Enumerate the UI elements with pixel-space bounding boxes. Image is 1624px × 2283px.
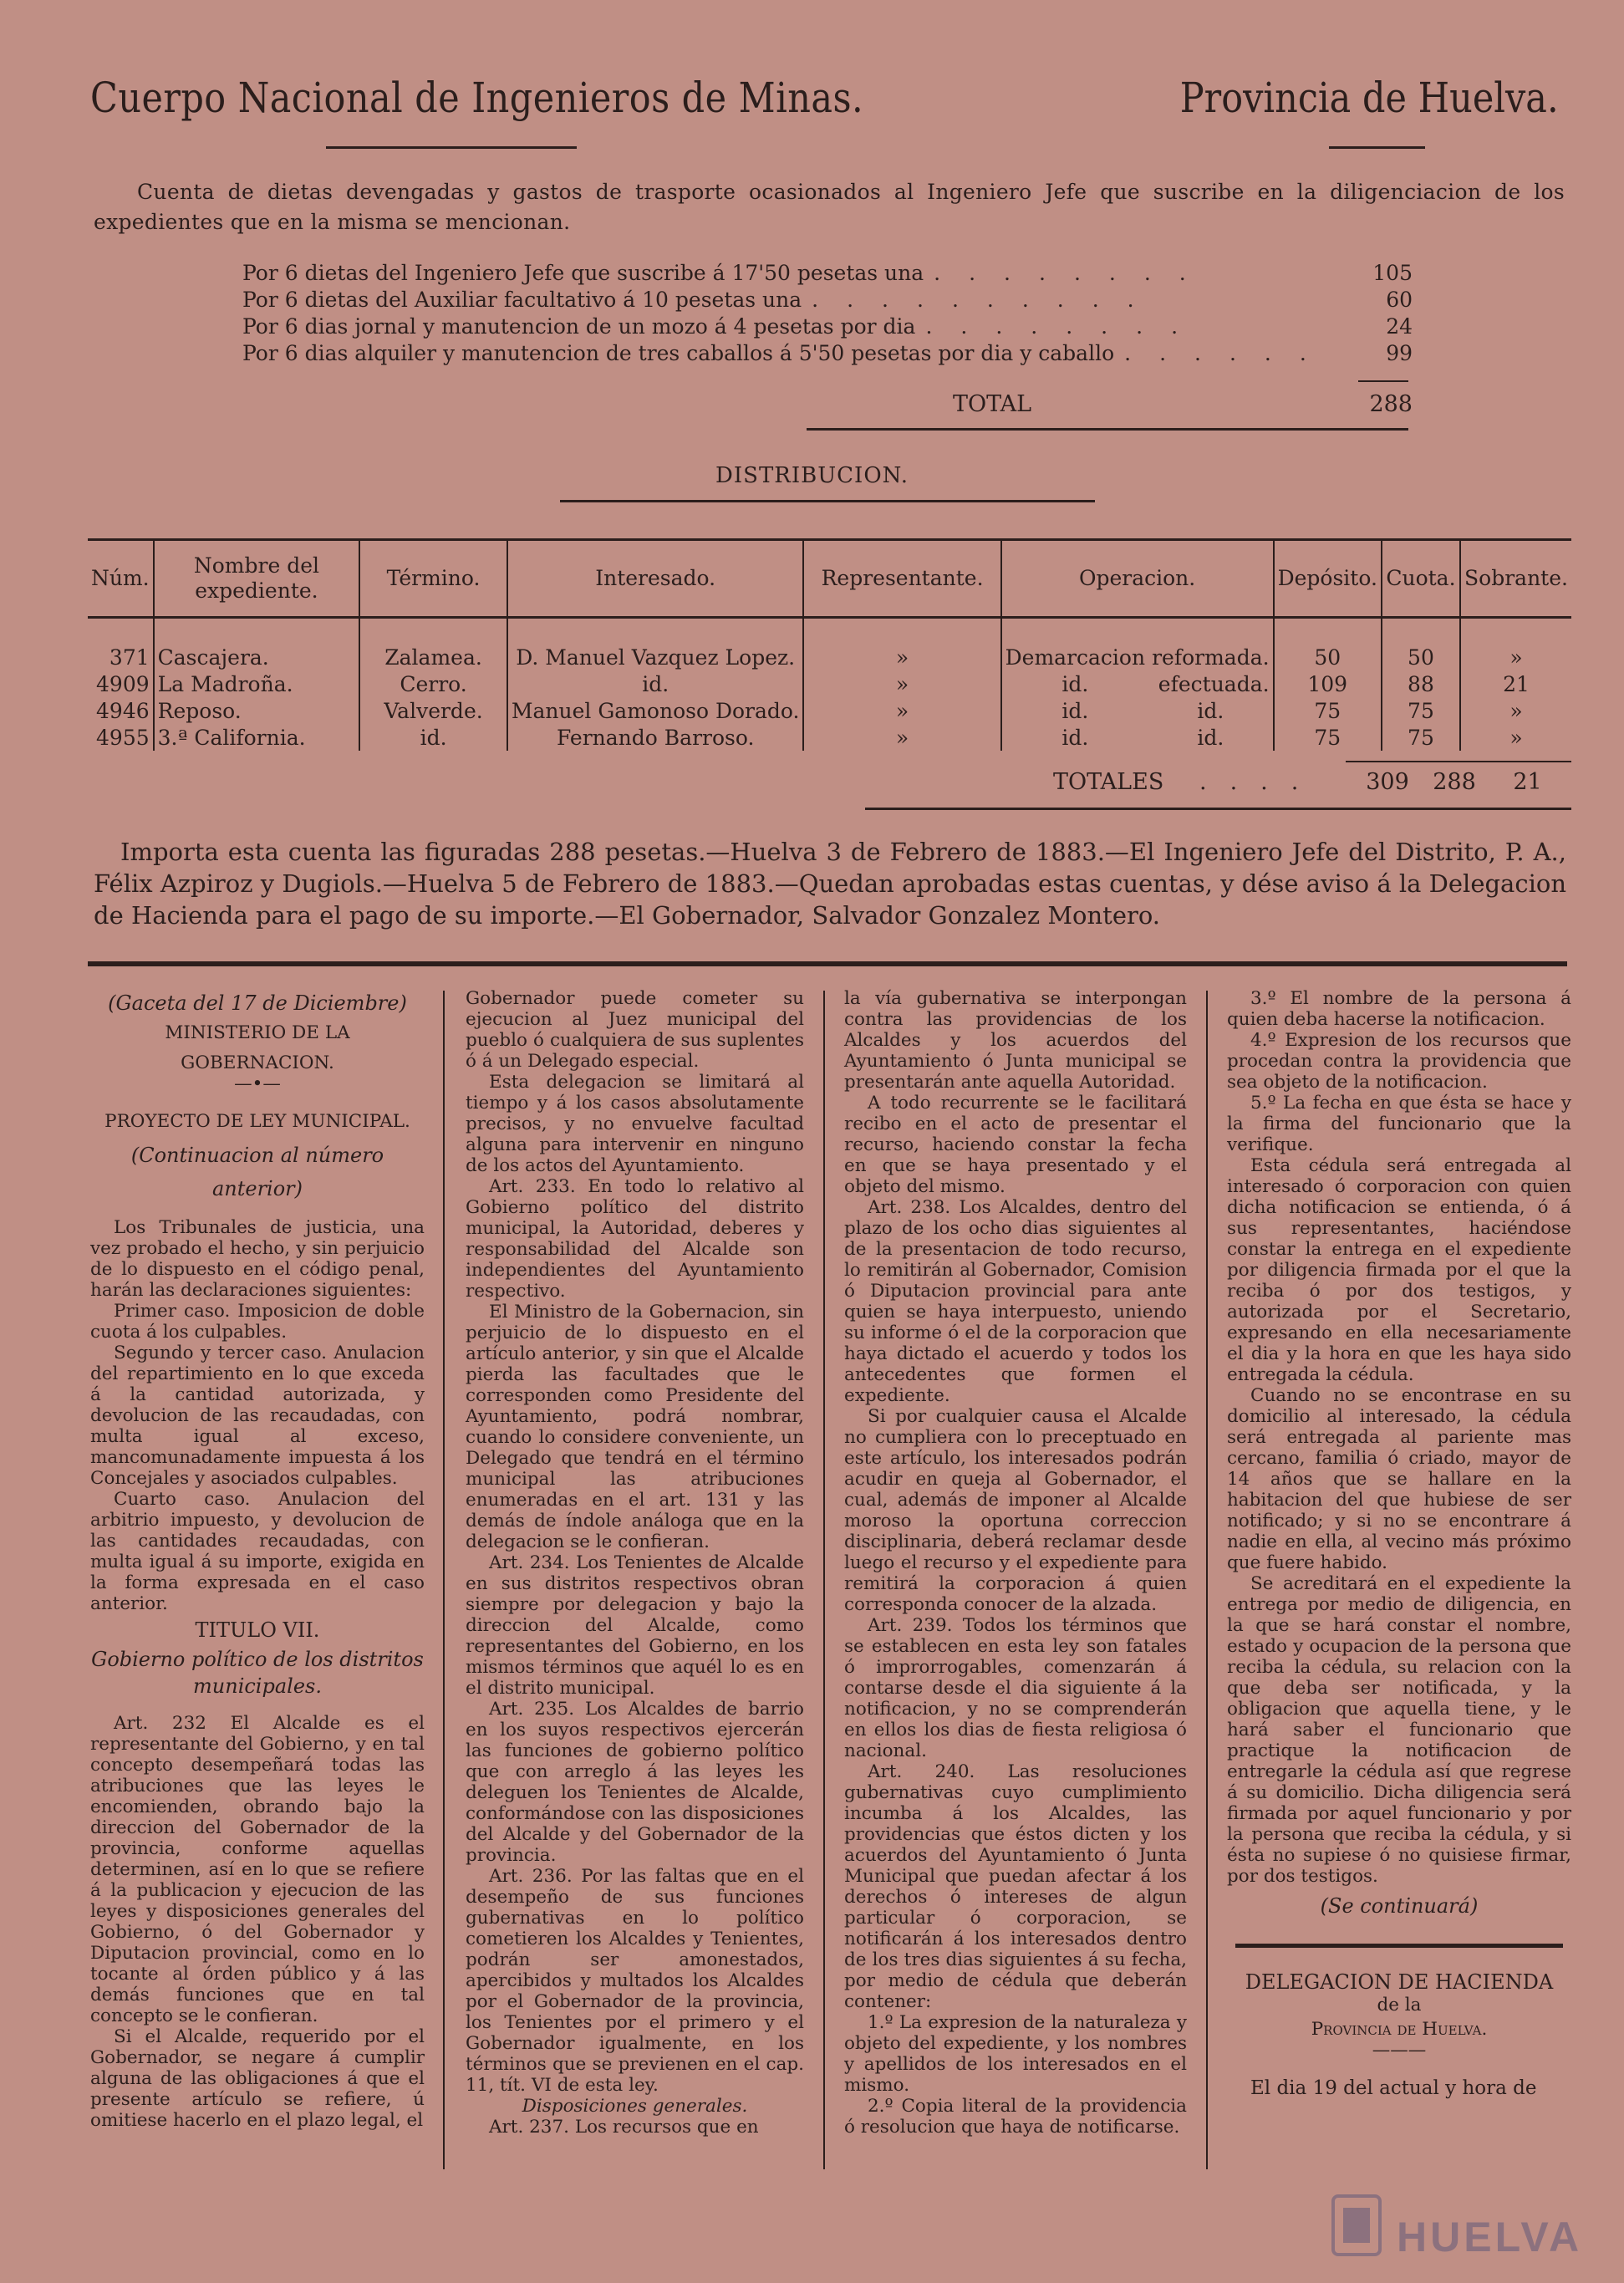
cell-name: Cascajera.	[154, 644, 360, 670]
cell-interested: D. Manuel Vazquez Lopez.	[507, 644, 804, 670]
subtotal-rule	[1358, 380, 1408, 382]
section-heading: Disposiciones generales.	[522, 2096, 748, 2117]
cell-rep: »	[803, 670, 1000, 697]
continuation-note: (Continuacion al número anterior)	[130, 1144, 384, 1200]
paragraph: Art. 239. Todos los términos que se establecen en esta ley son fatales ó improrrogables, comenzarán á contarse desde el dia siguiente á la notificacion, y no se comprenderán en ellos los dias de fiesta religiosa ó nacional.	[844, 1615, 1187, 1761]
paragraph: Art. 234. Los Tenientes de Alcalde en sus distritos respectivos obran siempre por delegacion y bajo la direccion del Alcalde, como representantes del Gobierno, en los mismos términos que aquél lo es en el distrito municipal.	[466, 1552, 804, 1699]
header-operation: Operacion.	[1001, 540, 1274, 618]
header-term: Término.	[359, 540, 507, 618]
law-project-title: PROYECTO DE LEY MUNICIPAL.	[104, 1111, 410, 1132]
totals-cuota: 288	[1433, 769, 1476, 795]
table-row	[88, 670, 1571, 697]
cost-value: 24	[1386, 314, 1413, 339]
cell-op1: id.	[1001, 697, 1148, 724]
cell-num: 371	[109, 645, 150, 670]
cell-deposit: 75	[1274, 724, 1382, 751]
distribution-table	[88, 538, 1571, 751]
totals-lower-rule	[865, 808, 1571, 810]
cost-value: 99	[1386, 341, 1413, 365]
cell-op1: id.	[1001, 670, 1148, 697]
paragraph: Art. 240. Las resoluciones gubernativas cuyo cumplimiento incumba á los Alcaldes, las providencias que éstos dicten y los acuerdos del Ayuntamiento ó Junta Municipal que puedan afectar á los derechos ó intereses de algun particular ó corporacion, se notificarán á los interesados dentro de los tres dias siguientes á su fecha, por medio de cédula que deberán contener:	[844, 1761, 1187, 2012]
paragraph: Cuando no se encontrase en su domicilio al interesado, la cédula será entregada al pariente mas cercano, familia ó criado, mayor de 14 años que se hallare en la habitacion del que hubiese de ser notificado; y si no se encontrare á nadie en ella, al vecino más próximo que fuere habido.	[1227, 1385, 1571, 1573]
gazette-page: Cuerpo Nacional de Ingenieros de Minas. Provincia de Huelva. Cuenta de dietas devengadas y gastos de trasporte ocasionados al Ingeniero Jefe que suscribe en la diligenciacion de los expedientes que en la misma se mencionan. Por 6 dietas del Ingeniero Jefe que suscribe á 17'50 pesetas una ........ 105 Por 6 dietas del Auxiliar facultativo á 10 pesetas una .......... 60 Por 6 dias jornal y manutencion de un mozo á 4 pesetas por dia ........ 24 Por 6 dias alquiler y manutencion de tres caballos á 5'50 pesetas por dia y caballo ...... 99 TOTAL 288 DISTRIBUCION. Núm. Nombre del expediente. Término. Interesado. Representante. Operacion. Depósito. Cuota. Sobrante. 371 Cascajera. Zalamea. D. Manuel Vazquez Lopez. » Demarcacion reformada. 50 50 » 4909 La Madroña. Cerro. id. » id. efectuada. 109 88 21 4946 Reposo. Valverde. Manuel Gamonoso Dorado. » id. id. 75 75 » 4955 3.ª California. id. Fernando Barroso. » id. id. 75 75 » TOTALES .... 309 288 21 Importa esta cuenta las figuradas 288 pesetas.—Huelva 3 de Febrero de 1883.—El Ingeniero Jefe del Distrito, P. A., Félix Azpiroz y Dugiols.—Huelva 5 de Febrero de 1883.—Quedan aprobadas estas cuentas, y dése aviso á la Delegacion de Hacienda para el pago de su importe.—El Gobernador, Salvador Gonzalez Montero. (Gaceta del 17 de Diciembre) MINISTERIO DE LA GOBERNACION. —•— PROYECTO DE LEY MUNICIPAL. (Continuacion al número anterior) Los Tribunales de justicia, una vez probado el hecho, y sin perjuicio de lo dispuesto en el código penal, harán las declaraciones siguientes: Primer caso. Imposicion de doble cuota á los culpables. Segundo y tercer caso. Anulacion del repartimiento en lo que exceda á la cantidad autorizada, y devolucion de las recaudadas, con multa igual al exceso, mancomunadamente impuesta á los Concejales y asociados culpables. Cuarto caso. Anulacion del arbitrio impuesto, y devolucion de las cantidades recaudadas, con multa igual á su importe, exigida en la forma expresada en el caso anterior. TITULO VII. Gobierno político de los distritos municipales. Art. 232 El Alcalde es el representante del Gobierno, y en tal concepto desempeñará todas las atribuciones que las leyes le encomienden, obrando bajo la direccion del Gobernador de la provincia, conforme aquellas determinen, así en lo que se refiere á la publicacion y ejecucion de las leyes y disposiciones generales del Gobierno, ó del Gobernador y Diputacion provincial, como en lo tocante al órden público y á las demás funciones que en tal concepto se le confieran. Si el Alcalde, requerido por el Gobernador, se negare á cumplir alguna de las obligaciones á que el presente artículo se refiere, ú omitiese hacerlo en el plazo legal, el Gobernador puede cometer su ejecucion al Juez municipal del pueblo ó cualquiera de sus suplentes ó á un Delegado especial. Esta delegacion se limitará al tiempo y á los casos absolutamente precisos, y no envuelve facultad alguna para intervenir en ninguno de los actos del Ayuntamiento. Art. 233. En todo lo relativo al Gobierno político del distrito municipal, la Autoridad, deberes y responsabilidad del Alcalde son independientes del Ayuntamiento respectivo. El Ministro de la Gobernacion, sin perjuicio de lo dispuesto en el artículo anterior, y sin que el Alcalde pierda las facultades que le corresponden como Presidente del Ayuntamiento, podrá nombrar, cuando lo considere conveniente, un Delegado que tendrá en el término municipal las atribuciones enumeradas en el art. 131 y las demás de índole análoga que en la delegacion se le confieran. Art. 234. Los Tenientes de Alcalde en sus distritos respectivos obran siempre por delegacion y bajo la direccion del Alcalde, como representantes del Gobierno, en los mismos términos que aquél lo es en el distrito municipal. Art. 235. Los Alcaldes de barrio en los suyos respectivos ejercerán las funciones de gobierno político que con arreglo á las leyes les deleguen los Tenientes de Alcalde, conformándose con las disposiciones del Alcalde y del Gobernador de la provincia. Art. 236. Por las faltas que en el desempeño de sus funciones gubernativas en lo político cometieren los Alcaldes y Tenientes, podrán ser amonestados, apercibidos y multados los Alcaldes por el Gobernador de la provincia, los Tenientes por el primero y el Gobernador igualmente, en los términos que se previenen en el cap. 11, tít. VI de esta ley. Disposiciones generales. Art. 237. Los recursos que en la vía gubernativa se interpongan contra las providencias de los Alcaldes y los acuerdos del Ayuntamiento ó Junta municipal se presentarán ante aquella Autoridad. A todo recurrente se le facilitará recibo en el acto de presentar el recurso, haciendo constar la fecha en que se haya presentado y el objeto del mismo. Art. 238. Los Alcaldes, dentro del plazo de los ocho dias siguientes al de la presentacion de todo recurso, lo remitirán al Gobernador, Comision ó Diputacion provincial para ante quien se haya interpuesto, uniendo su informe ó el de la corporacion que haya dictado el acuerdo y todos los antecedentes que formen el expediente. Si por cualquier causa el Alcalde no cumpliera con lo preceptuado en este artículo, los interesados podrán acudir en queja al Gobernador, el cual, además de imponer al Alcalde moroso la oportuna correccion disciplinaria, deberá reclamar desde luego el recurso y el expediente para remitirá la corporacion á quien corresponda conocer de la alzada. Art. 239. Todos los términos que se establecen en esta ley son fatales ó improrrogables, comenzarán á contarse desde el dia siguiente á la notificacion, y no se comprenderán en ellos los dias de fiesta religiosa ó nacional. Art. 240. Las resoluciones gubernativas cuyo cumplimiento incumba á los Alcaldes, las providencias que éstos dicten y los acuerdos del Ayuntamiento ó Junta Municipal que puedan afectar á los derechos ó intereses de algun particular ó corporacion, se notificarán á los interesados dentro de los tres dias siguientes á su fecha, por medio de cédula que deberán contener: 1.º La expresion de la naturaleza y objeto del expediente, y los nombres y apellidos de los interesados en el mismo. 2.º Copia literal de la providencia ó resolucion que haya de notificarse. 3.º El nombre de la persona á quien deba hacerse la notificacion. 4.º Expresion de los recursos que procedan contra la providencia que sea objeto de la notificacion. 5.º La fecha en que ésta se hace y la firma del funcionario que la verifique. Esta cédula será entregada al interesado ó corporacion con quien dicha notificacion se entienda, ó á sus representantes, haciéndose constar la entrega en el expediente por diligencia firmada por el que la reciba ó por dos testigos, y autorizada por el Secretario, expresando en ella necesariamente el dia y la hora en que les haya sido entregada la cédula. Cuando no se encontrase en su domicilio al interesado, la cédula será entregada al pariente mas cercano, familia ó criado, mayor de 14 años que se hallare en la habitacion del que hubiese de ser notificado; y si no se encontrare á nadie en ella, al vecino más próximo que fuere habido. Se acreditará en el expediente la entrega por medio de diligencia, en la que se hará constar el nombre, estado y ocupacion de la persona que reciba la cédula, su relacion con la que deba ser notificada, y la obligacion que aquella tiene, y le hará saber el funcionario que practique la notificacion de entregarle la cédula así que regrese á su domicilio. Dicha diligencia será firmada por aquel funcionario y por la persona que reciba la cédula, y si ésta no supiese ó no quisiese firmar, por dos testigos. (Se continuará) DELEGACION DE HACIENDA de la Provincia de Huelva. ——— El dia 19 del actual y hora de HUELVA	[0, 0, 1624, 2283]
cell-op2: efectuada.	[1158, 671, 1270, 696]
delegation-title: DELEGACION DE HACIENDA	[1245, 1970, 1554, 1994]
table-row	[88, 644, 1571, 670]
cell-op2: id.	[1197, 698, 1224, 723]
approval-paragraph: Importa esta cuenta las figuradas 288 pesetas.—Huelva 3 de Febrero de 1883.—El Ingeniero Jefe del Distrito, P. A., Félix Azpiroz y Dugiols.—Huelva 5 de Febrero de 1883.—Quedan aprobadas estas cuentas, y dése aviso á la Delegacion de Hacienda para el pago de su importe.—El Gobernador, Salvador Gonzalez Montero.	[94, 838, 1566, 930]
column-1: (Gaceta del 17 de Diciembre) MINISTERIO DE LA GOBERNACION. —•— PROYECTO DE LEY MUNICIPAL. (Continuacion al número anterior) Los Tribunales de justicia, una vez probado el hecho, y sin perjuicio de lo dispuesto en el código penal, harán las declaraciones siguientes: Primer caso. Imposicion de doble cuota á los culpables. Segundo y tercer caso. Anulacion del repartimiento en lo que exceda á la cantidad autorizada, y devolucion de las recaudadas, con multa igual al exceso, mancomunadamente impuesta á los Concejales y asociados culpables. Cuarto caso. Anulacion del arbitrio impuesto, y devolucion de las cantidades recaudadas, con multa igual á su importe, exigida en la forma expresada en el caso anterior. TITULO VII. Gobierno político de los distritos municipales. Art. 232 El Alcalde es el representante del Gobierno, y en tal concepto desempeñará todas las atribuciones que las leyes le encomienden, obrando bajo la direccion del Gobernador de la provincia, conforme aquellas determinen, así en lo que se refiere á la publicacion y ejecucion de las leyes y disposiciones generales del Gobierno, ó del Gobernador y Diputacion provincial, como en lo tocante al órden público y á las demás funciones que en tal concepto se le confieran. Si el Alcalde, requerido por el Gobernador, se negare á cumplir alguna de las obligaciones á que el presente artículo se refiere, ú omitiese hacerlo en el plazo legal, el	[90, 988, 425, 2131]
ornament-rule	[1329, 146, 1425, 149]
column-divider	[443, 991, 445, 2169]
paragraph: Si por cualquier causa el Alcalde no cumpliera con lo preceptuado en este artículo, los interesados podrán acudir en queja al Gobernador, el cual, además de imponer al Alcalde moroso la oportuna correccion disciplinaria, deberá reclamar desde luego el recurso y el expediente para remitirá la corporacion á quien corresponda conocer de la alzada.	[844, 1406, 1187, 1615]
distribution-title: DISTRIBUCION.	[715, 463, 909, 488]
cell-surplus: »	[1460, 697, 1571, 724]
cell-interested: Manuel Gamonoso Dorado.	[507, 697, 804, 724]
paragraph: Cuarto caso. Anulacion del arbitrio impuesto, y devolucion de las cantidades recaudadas, con multa igual á su importe, exigida en la forma expresada en el caso anterior.	[90, 1489, 425, 1614]
paragraph: 4.º Expresion de los recursos que procedan contra la providencia que sea objeto de la notificacion.	[1227, 1030, 1571, 1093]
totals-upper-rule	[1346, 761, 1571, 762]
paragraph: El Ministro de la Gobernacion, sin perjuicio de lo dispuesto en el artículo anterior, y sin que el Alcalde pierda las facultades que le corresponden como Presidente del Ayuntamiento, podrá nombrar, cuando lo considere conveniente, un Delegado que tendrá en el término municipal las atribuciones enumeradas en el art. 131 y las demás de índole análoga que en la delegacion se le confieran.	[466, 1302, 804, 1552]
cost-list	[242, 261, 1413, 368]
cell-deposit: 50	[1274, 644, 1382, 670]
paragraph: El dia 19 del actual y hora de	[1250, 2077, 1537, 2099]
cost-row: Por 6 dias alquiler y manutencion de tres caballos á 5'50 pesetas por dia y caballo ...... 99	[242, 341, 1413, 365]
paragraph: Segundo y tercer caso. Anulacion del repartimiento en lo que exceda á la cantidad autorizada, y devolucion de las recaudadas, con multa igual al exceso, mancomunadamente impuesta á los Concejales y asociados culpables.	[90, 1343, 425, 1489]
archive-watermark	[1330, 2191, 1581, 2260]
chapter-heading: Gobierno político de los distritos municipales.	[91, 1648, 424, 1698]
paragraph: Art. 237. Los recursos que en	[489, 2117, 759, 2138]
header-surplus: Sobrante.	[1460, 540, 1571, 618]
header-cuota: Cuota.	[1382, 540, 1460, 618]
totals-deposit: 309	[1366, 769, 1409, 795]
cell-term: id.	[359, 724, 507, 751]
column-3	[844, 988, 1187, 2138]
totals-label: TOTALES	[1053, 769, 1164, 795]
cost-label: Por 6 dietas del Ingeniero Jefe que suscribe á 17'50 pesetas una	[242, 261, 924, 285]
cell-num: 4946	[96, 698, 150, 723]
header-interested: Interesado.	[507, 540, 804, 618]
cell-term: Cerro.	[359, 670, 507, 697]
paragraph: 1.º La expresion de la naturaleza y objeto del expediente, y los nombres y apellidos de los interesados en el mismo.	[844, 2012, 1187, 2096]
gaceta-date: (Gaceta del 17 de Diciembre)	[108, 991, 407, 1015]
cell-name: Reposo.	[154, 697, 360, 724]
title-heading: TITULO VII.	[195, 1618, 320, 1642]
cell-cuota: 50	[1382, 644, 1460, 670]
cell-surplus: 21	[1460, 670, 1571, 697]
paragraph: Los Tribunales de justicia, una vez probado el hecho, y sin perjuicio de lo dispuesto en el código penal, harán las declaraciones siguientes:	[90, 1217, 425, 1301]
cell-rep: »	[803, 697, 1000, 724]
paragraph: Gobernador puede cometer su ejecucion al Juez municipal del pueblo ó cualquiera de sus suplentes ó á un Delegado especial.	[466, 988, 804, 1072]
column-4: 3.º El nombre de la persona á quien deba hacerse la notificacion. 4.º Expresion de los recursos que procedan contra la providencia que sea objeto de la notificacion. 5.º La fecha en que ésta se hace y la firma del funcionario que la verifique. Esta cédula será entregada al interesado ó corporacion con quien dicha notificacion se entienda, ó á sus representantes, haciéndose constar la entrega en el expediente por diligencia firmada por el que la reciba ó por dos testigos, y autorizada por el Secretario, expresando en ella necesariamente el dia y la hora en que les haya sido entregada la cédula. Cuando no se encontrase en su domicilio al interesado, la cédula será entregada al pariente mas cercano, familia ó criado, mayor de 14 años que se hallare en la habitacion del que hubiese de ser notificado; y si no se encontrare á nadie en ella, al vecino más próximo que fuere habido. Se acreditará en el expediente la entrega por medio de diligencia, en la que se hará constar el nombre, estado y ocupacion de la persona que reciba la cédula, su relacion con la que deba ser notificada, y la obligacion que aquella tiene, y le hará saber el funcionario que practique la notificacion de entregarle la cédula así que regrese á su domicilio. Dicha diligencia será firmada por aquel funcionario y por la persona que reciba la cédula, y si ésta no supiese ó no quisiese firmar, por dos testigos. (Se continuará) DELEGACION DE HACIENDA de la Provincia de Huelva. ——— El dia 19 del actual y hora de	[1227, 988, 1571, 2099]
cell-surplus: »	[1460, 644, 1571, 670]
cell-op1: Demarcacion	[1001, 644, 1148, 670]
cell-name: 3.ª California.	[154, 724, 360, 751]
column-divider	[823, 991, 825, 2169]
cell-op2: id.	[1197, 725, 1224, 750]
header-deposit: Depósito.	[1274, 540, 1382, 618]
cell-op2: reformada.	[1152, 645, 1270, 670]
account-intro: Cuenta de dietas devengadas y gastos de trasporte ocasionados al Ingeniero Jefe que suscribe en la diligenciacion de los expedientes que en la misma se mencionan.	[94, 180, 1565, 234]
paragraph: A todo recurrente se le facilitará recibo en el acto de presentar el recurso, haciendo constar la fecha en que se haya presentado y el objeto del mismo.	[844, 1093, 1187, 1197]
cell-name: La Madroña.	[154, 670, 360, 697]
totals-surplus: 21	[1513, 769, 1542, 795]
paragraph: Esta cédula será entregada al interesado ó corporacion con quien dicha notificacion se entienda, ó á sus representantes, haciéndose constar la entrega en el expediente por diligencia firmada por el que la reciba ó por dos testigos, y autorizada por el Secretario, expresando en ella necesariamente el dia y la hora en que les haya sido entregada la cédula.	[1227, 1155, 1571, 1385]
total-rule	[807, 428, 1408, 431]
cell-cuota: 75	[1382, 697, 1460, 724]
paragraph: Art. 232 El Alcalde es el representante del Gobierno, y en tal concepto desempeñará todas las atribuciones que las leyes le encomienden, obrando bajo la direccion del Gobernador de la provincia, conforme aquellas determinen, así en lo que se refiere á la publicacion y ejecucion de las leyes y disposiciones generales del Gobierno, ó del Gobernador y Diputacion provincial, como en lo tocante al órden público y á las demás funciones que en tal concepto se le confieran.	[90, 1713, 425, 2026]
cell-surplus: »	[1460, 724, 1571, 751]
header-representative: Representante.	[803, 540, 1000, 618]
cell-op1: id.	[1001, 724, 1148, 751]
paragraph: Art. 236. Por las faltas que en el desempeño de sus funciones gubernativas en lo político cometieren los Alcaldes y Tenientes, podrán ser amonestados, apercibidos y multados los Alcaldes por el Gobernador de la provincia, los Tenientes por el primero y el Gobernador igualmente, en los términos que se previenen en el cap. 11, tít. VI de esta ley.	[466, 1866, 804, 2096]
total-label: TOTAL	[953, 391, 1032, 417]
cell-deposit: 109	[1274, 670, 1382, 697]
cost-row: Por 6 dias jornal y manutencion de un mozo á 4 pesetas por dia ........ 24	[242, 314, 1413, 339]
province-header: Provincia de Huelva.	[1180, 74, 1559, 122]
paragraph: Art. 233. En todo lo relativo al Gobierno político del distrito municipal, la Autoridad, deberes y responsabilidad del Alcalde son independientes del Ayuntamiento respectivo.	[466, 1176, 804, 1302]
cell-num: 4909	[96, 671, 150, 696]
section-rule	[1235, 1944, 1563, 1948]
paragraph: Esta delegacion se limitará al tiempo y á los casos absolutamente precisos, y no envuelve facultad alguna para intervenir en ninguno de los actos del Ayuntamiento.	[466, 1072, 804, 1176]
table-header-row	[88, 540, 1571, 618]
cell-term: Valverde.	[359, 697, 507, 724]
paragraph: Si el Alcalde, requerido por el Gobernador, se negare á cumplir alguna de las obligaciones á que el presente artículo se refiere, ú omitiese hacerlo en el plazo legal, el	[90, 2026, 425, 2131]
total-row	[953, 391, 1413, 417]
cell-interested: Fernando Barroso.	[507, 724, 804, 751]
cell-interested: id.	[507, 670, 804, 697]
cost-row: Por 6 dietas del Auxiliar facultativo á 10 pesetas una .......... 60	[242, 288, 1413, 312]
cell-cuota: 75	[1382, 724, 1460, 751]
delegation-province: Provincia de Huelva.	[1311, 2019, 1488, 2040]
table-row	[88, 724, 1571, 751]
paragraph: 3.º El nombre de la persona á quien deba hacerse la notificacion.	[1227, 988, 1571, 1030]
cell-term: Zalamea.	[359, 644, 507, 670]
paragraph: Se acreditará en el expediente la entrega por medio de diligencia, en la que se hará constar el nombre, estado y ocupacion de la persona que reciba la cédula, su relacion con la que deba ser notificada, y la obligacion que aquella tiene, y le hará saber el funcionario que practique la notificacion de entregarle la cédula así que regrese á su domicilio. Dicha diligencia será firmada por aquel funcionario y por la persona que reciba la cédula, y si ésta no supiese ó no quisiese firmar, por dos testigos.	[1227, 1573, 1571, 1887]
header-num: Núm.	[88, 540, 154, 618]
cost-value: 60	[1386, 288, 1413, 312]
section-rule	[88, 961, 1567, 966]
cost-value: 105	[1372, 261, 1413, 285]
paragraph: 5.º La fecha en que ésta se hace y la firma del funcionario que la verifique.	[1227, 1093, 1571, 1155]
paragraph: Primer caso. Imposicion de doble cuota á los culpables.	[90, 1301, 425, 1343]
cell-deposit: 75	[1274, 697, 1382, 724]
table-row	[88, 697, 1571, 724]
cost-label: Por 6 dias alquiler y manutencion de tres caballos á 5'50 pesetas por dia y caballo	[242, 341, 1115, 365]
ornament-rule	[560, 500, 1095, 502]
column-divider	[1206, 991, 1208, 2169]
cost-row: Por 6 dietas del Ingeniero Jefe que suscribe á 17'50 pesetas una ........ 105	[242, 261, 1413, 285]
corps-header: Cuerpo Nacional de Ingenieros de Minas.	[90, 74, 864, 122]
paragraph: Art. 235. Los Alcaldes de barrio en los suyos respectivos ejercerán las funciones de gobierno político que con arreglo á las leyes les deleguen los Tenientes de Alcalde, conformándose con las disposiciones del Alcalde y del Gobernador de la provincia.	[466, 1699, 804, 1866]
watermark-text: HUELVA	[1397, 2214, 1583, 2260]
cell-cuota: 88	[1382, 670, 1460, 697]
ministry-title: MINISTERIO DE LA GOBERNACION.	[165, 1022, 350, 1073]
delegation-sub: de la	[1377, 1995, 1422, 2015]
cost-label: Por 6 dietas del Auxiliar facultativo á 10 pesetas una	[242, 288, 802, 312]
cell-num: 4955	[96, 725, 150, 750]
paragraph: la vía gubernativa se interpongan contra las providencias de los Alcaldes y los acuerdos del Ayuntamiento ó Junta municipal se presentarán ante aquella Autoridad.	[844, 988, 1187, 1093]
column-2	[466, 988, 804, 2138]
continuation-mark: (Se continuará)	[1320, 1894, 1479, 1918]
ornament-rule	[326, 146, 577, 149]
cell-rep: »	[803, 724, 1000, 751]
total-value: 288	[1369, 391, 1413, 417]
paragraph: 2.º Copia literal de la providencia ó resolucion que haya de notificarse.	[844, 2096, 1187, 2138]
paragraph: Art. 238. Los Alcaldes, dentro del plazo de los ocho dias siguientes al de la presentacion de todo recurso, lo remitirán al Gobernador, Comision ó Diputacion provincial para ante quien se haya interpuesto, uniendo su informe ó el de la corporacion que haya dictado el acuerdo y todos los antecedentes que formen el expediente.	[844, 1197, 1187, 1406]
header-name: Nombre del expediente.	[154, 540, 360, 618]
cell-rep: »	[803, 644, 1000, 670]
cost-label: Por 6 dias jornal y manutencion de un mozo á 4 pesetas por dia	[242, 314, 916, 339]
